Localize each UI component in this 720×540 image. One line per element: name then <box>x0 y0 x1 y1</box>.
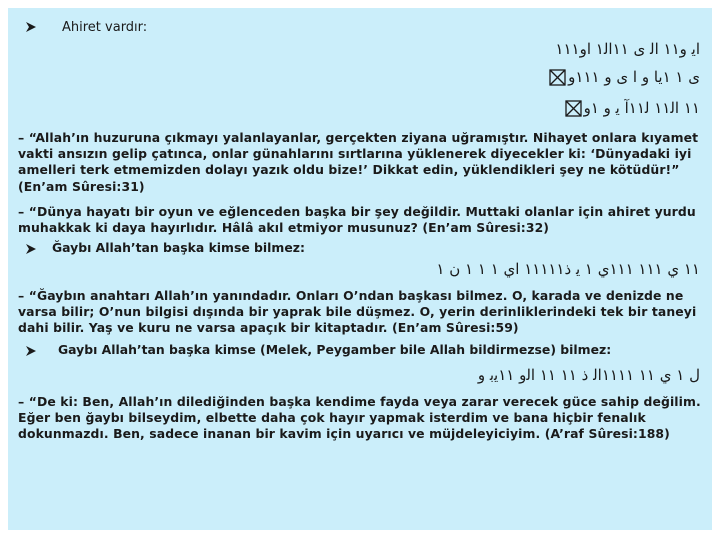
arabic-verse-1: ﺍﻳ ﻭ١١ ﺍﻟ ﻯ ١١ﺍﻟ١ ﺍﻭ١١١ <box>555 40 700 58</box>
arabic-verse-4: ١١ ﻱ ١١١ ١١١ﻱ ١ ﻳ ﺫ١١١١١ ﺍﻱ ١ ١ ١ ﻥ ١ <box>436 260 700 278</box>
paragraph-enam-32: – “Dünya hayatı bir oyun ve eğlenceden başka bir şey değildir. Muttaki olanlar için ahiret yurdu muhakkak ki daya hayırlıdır. Hâlâ akıl etmiyor musunuz? (En’am Sûresi:32) <box>18 204 696 236</box>
arrow-bullet-icon <box>24 20 38 34</box>
missing-glyph-icon <box>549 69 566 86</box>
arabic-verse-3: ١١ ﺍﻟ١١ ﻟ١١ﺁ ﻳ ﻭ ١ﻭ <box>565 99 700 117</box>
arabic-verse-5: ﻝ ١ ﻱ ١١ ١١١١ﺍﻟ ﺫ ١١ ١١ ﺍﻟﻭ ١١ﻳﺑ ﻭ <box>477 366 700 384</box>
slide-background <box>8 8 712 530</box>
bullet-ahiret <box>24 20 147 35</box>
paragraph-enam-31: – “Allah’ın huzuruna çıkmayı yalanlayanlar, gerçekten ziyana uğramıştır. Nihayet onlara kıyamet vakti ansızın gelip çatınca, onlar günahlarını sırtlarına yüklenerek diyecekler ki: ‘Dünyadaki iyi amelleri terk etmemizden dolayı yazık oldu bize!’ Dikkat edin, yüklendikleri şey ne kötüdür!” (En’am Sûresi:31) <box>18 130 699 194</box>
heading-ahiret: Ahiret vardır: <box>62 20 148 35</box>
arrow-bullet-icon <box>24 242 38 256</box>
arabic-verse-2: ﻯ ١ ١ﻳﺎ ﻭ ﺍ ﻯ ﻭ ١١١ﻭ <box>549 68 700 86</box>
missing-glyph-icon <box>565 100 582 117</box>
paragraph-araf-188: – “De ki: Ben, Allah’ın dilediğinden başka kendime fayda veya zarar verecek güce sahip değilim. Eğer ben ğaybı bilseydim, elbette daha çok hayır yapmak isterdim ve bana hiçbir fenalık dokunmazdı. Ben, sadece inanan bir kavim için uyarıcı ve müjdeleyiciyim. (A’raf Sûresi:188) <box>18 394 701 442</box>
bullet-gayb-1 <box>24 240 305 256</box>
heading-gayb-1: Ğaybı Allah’tan başka kimse bilmez: <box>52 240 305 255</box>
paragraph-enam-59: – “Ğaybın anahtarı Allah’ın yanındadır. Onları O’ndan başkası bilmez. O, karada ve denizde ne varsa bilir; O’nun bilgisi dışında bir yaprak bile düşmez. O, yerin derinliklerindeki tek bir taneyi dahi bilir. Yaş ve kuru ne varsa apaçık bir kitaptadır. (En’am Sûresi:59) <box>18 288 697 336</box>
arrow-bullet-icon <box>24 344 38 358</box>
heading-gayb-2: Gaybı Allah’tan başka kimse (Melek, Peygamber bile Allah bildirmezse) bilmez: <box>58 342 612 357</box>
bullet-gayb-2 <box>24 342 611 358</box>
